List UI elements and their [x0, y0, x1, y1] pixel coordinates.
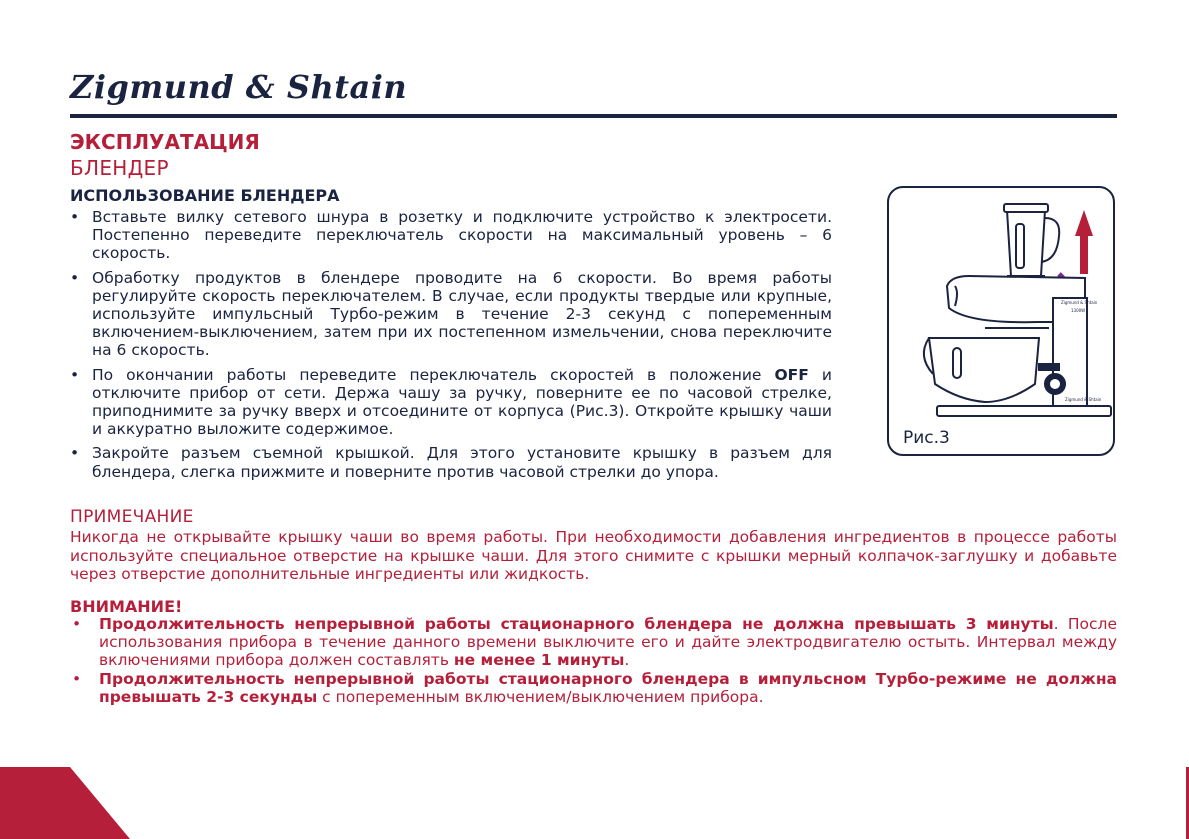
blender-jug-icon	[1004, 204, 1059, 284]
arrow-head	[1075, 210, 1093, 236]
usage-item	[70, 366, 832, 439]
warning-item	[70, 615, 1117, 670]
brand-logo: Zigmund & Shtain	[70, 68, 408, 106]
warning-text: .	[624, 651, 630, 670]
figure-3-frame	[887, 186, 1115, 456]
device-brand-text: Zigmund & Shtain	[1061, 300, 1098, 305]
device-power-text: 1300W	[1071, 308, 1086, 313]
warning-bold-text: не менее 1 минуты	[453, 651, 625, 670]
off-position-label: OFF	[774, 365, 809, 384]
device-base-brand-text: Zigmund & Shtain	[1065, 397, 1102, 402]
usage-item: • Обработку продуктов в блендере проводите на 6 скорости. Во время работы регулируйте скорость переключателем. В случае, если продукты твердые или крупные, используйте импульсный Турбо-режим в течение 2-3 секунд с попеременным включением-выключением, затем при их постепенном измельчении, снова переключите на 6 скорость.	[70, 269, 832, 360]
note-text: Никогда не открывайте крышку чаши во время работы. При необходимости добавления ингредиентов в процессе работы используйте специальное отверстие на крышке чаши. Для этого снимите с крышки мерный колпачок-заглушку и добавьте через отверстие дополнительные ингредиенты или жидкость.	[70, 528, 1117, 583]
lift-up-arrow-icon	[1075, 210, 1093, 274]
usage-item: • Закройте разъем съемной крышкой. Для этого установите крышку в разъем для блендера, слегка прижмите и поверните против часовой стрелки до упора.	[70, 444, 832, 480]
warning-heading: ВНИМАНИЕ!	[70, 597, 183, 616]
section-subtitle: БЛЕНДЕР	[70, 156, 169, 180]
header-divider	[70, 114, 1117, 118]
usage-list	[70, 208, 832, 487]
usage-heading: ИСПОЛЬЗОВАНИЕ БЛЕНДЕРА	[70, 186, 340, 205]
usage-item: • Вставьте вилку сетевого шнура в розетку и подключите устройство к электросети. Постепенно переведите переключатель скорости на максимальный уровень – 6 скорость.	[70, 208, 832, 263]
warning-text: . После использования прибора в течение данного времени выключите его и дайте электродвигателю остыть. Интервал между включениями прибора должен составлять	[99, 615, 1117, 670]
corner-shape	[0, 767, 130, 839]
warning-bold-text: Продолжительность непрерывной работы стационарного блендера не должна превышать 3 минуты	[99, 615, 1054, 633]
arrow-shaft	[1080, 234, 1088, 274]
warning-item	[70, 670, 1117, 706]
corner-decoration	[0, 767, 130, 839]
section-title: ЭКСПЛУАТАЦИЯ	[70, 130, 260, 154]
warning-bold-text: Продолжительность непрерывной работы стационарного блендера в импульсном Турбо-режиме не должна превышать 2-3 секунды	[99, 669, 1117, 706]
note-heading: ПРИМЕЧАНИЕ	[70, 507, 194, 527]
figure-caption: Рис.3	[903, 428, 950, 448]
usage-item-text: и отключите прибор от сети. Держа чашу за ручку, поверните ее по часовой стрелке, приподнимите за ручку вверх и отсоедините от корпуса (Рис.3). Откройте крышку чаши и аккуратно выложите содержимое.	[92, 365, 832, 439]
warning-list	[70, 615, 1117, 706]
usage-item-text: По окончании работы переведите переключатель скоростей в положение	[92, 365, 775, 384]
stand-mixer-icon	[924, 276, 1111, 416]
warning-text: с попеременным включением/выключением прибора.	[317, 687, 764, 706]
mixer-illustration	[889, 188, 1113, 428]
